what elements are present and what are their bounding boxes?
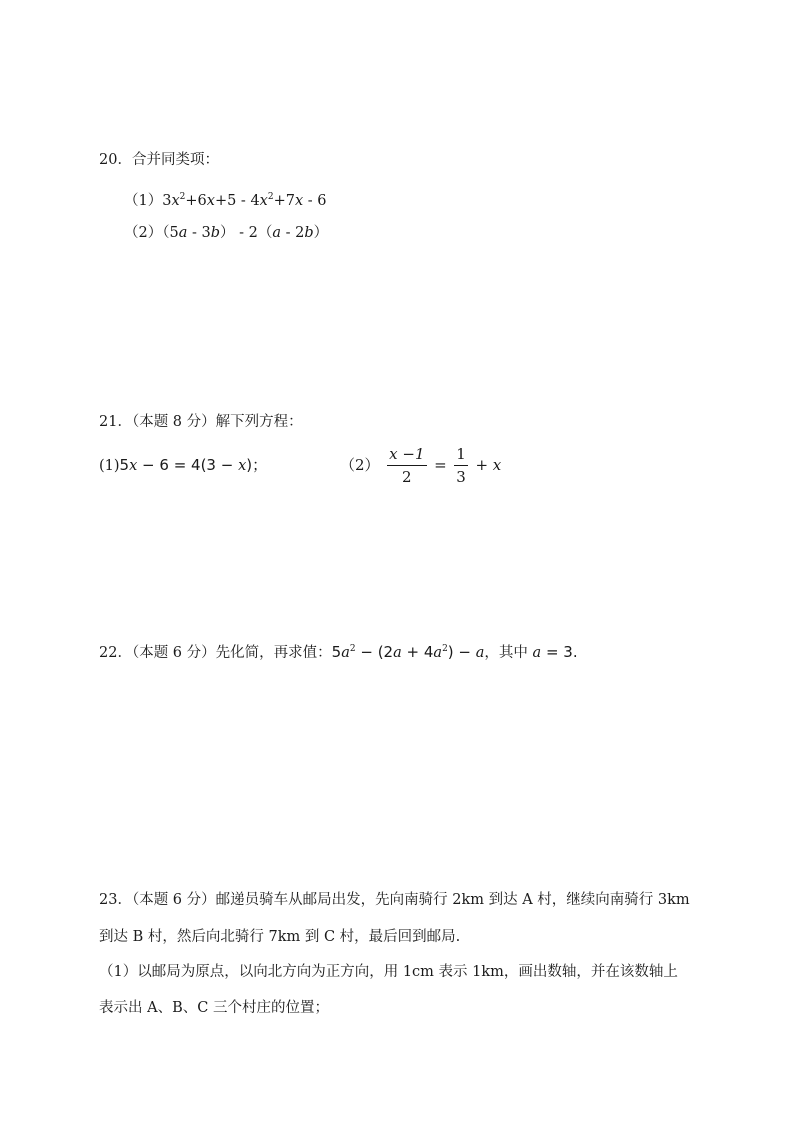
q21-item1-label: (1) [99, 458, 120, 474]
fraction-bar [454, 465, 468, 466]
q21-item2 [340, 443, 501, 487]
q21-item2-equals: = [434, 456, 447, 474]
q21-item2-label: （2） [340, 456, 380, 474]
q21-item2-fraction-right [454, 444, 468, 487]
q21-item2-tail: + x [475, 456, 502, 474]
q20-item2: （2）（5a - 3b） - 2（a - 2b） [124, 225, 329, 241]
q22-title: 22．（本题 6 分）先化简，再求值： [99, 645, 332, 661]
q23-title-line1: 23．（本题 6 分）邮递员骑车从邮局出发，先向南骑行 2km 到达 A 村，继续向南骑行 3km [99, 892, 690, 908]
q20-item1-label: （1） [124, 193, 163, 209]
q21-item2-frac2-numerator: 1 [456, 444, 466, 463]
q21-item2-frac2-denominator: 3 [456, 467, 466, 486]
q20-title: 20．合并同类项： [99, 152, 219, 168]
q21-item2-frac1-denominator: 2 [402, 467, 412, 486]
q20-item1: $(1)3x^2+6x+5 - 4x^2+7x - 6$ [124, 192, 327, 209]
q21-item2-fraction-left [387, 444, 426, 487]
q21-item2-frac1-numerator: x −1 [389, 444, 425, 463]
q23-item1-line1: （1）以邮局为原点，以向北方向为正方向，用 1cm 表示 1km，画出数轴，并在该数轴上 [99, 964, 678, 980]
q21-title: 21．（本题 8 分）解下列方程： [99, 414, 303, 430]
q23-title-line2: 到达 B 村，然后向北骑行 7km 到 C 村，最后回到邮局. [99, 929, 461, 945]
q21-item1: (1)5x − 6 = 4(3 − x)； [99, 456, 268, 474]
q22-line: 22．（本题 6 分）先化简，再求值：$5a^2 - (2a + 4a^2) - a$，其中 a = 3. [99, 643, 578, 661]
q20-item2-label: （2） [124, 225, 163, 241]
fraction-bar [387, 465, 426, 466]
q23-item1-line2: 表示出 A、B、C 三个村庄的位置； [99, 1000, 329, 1016]
